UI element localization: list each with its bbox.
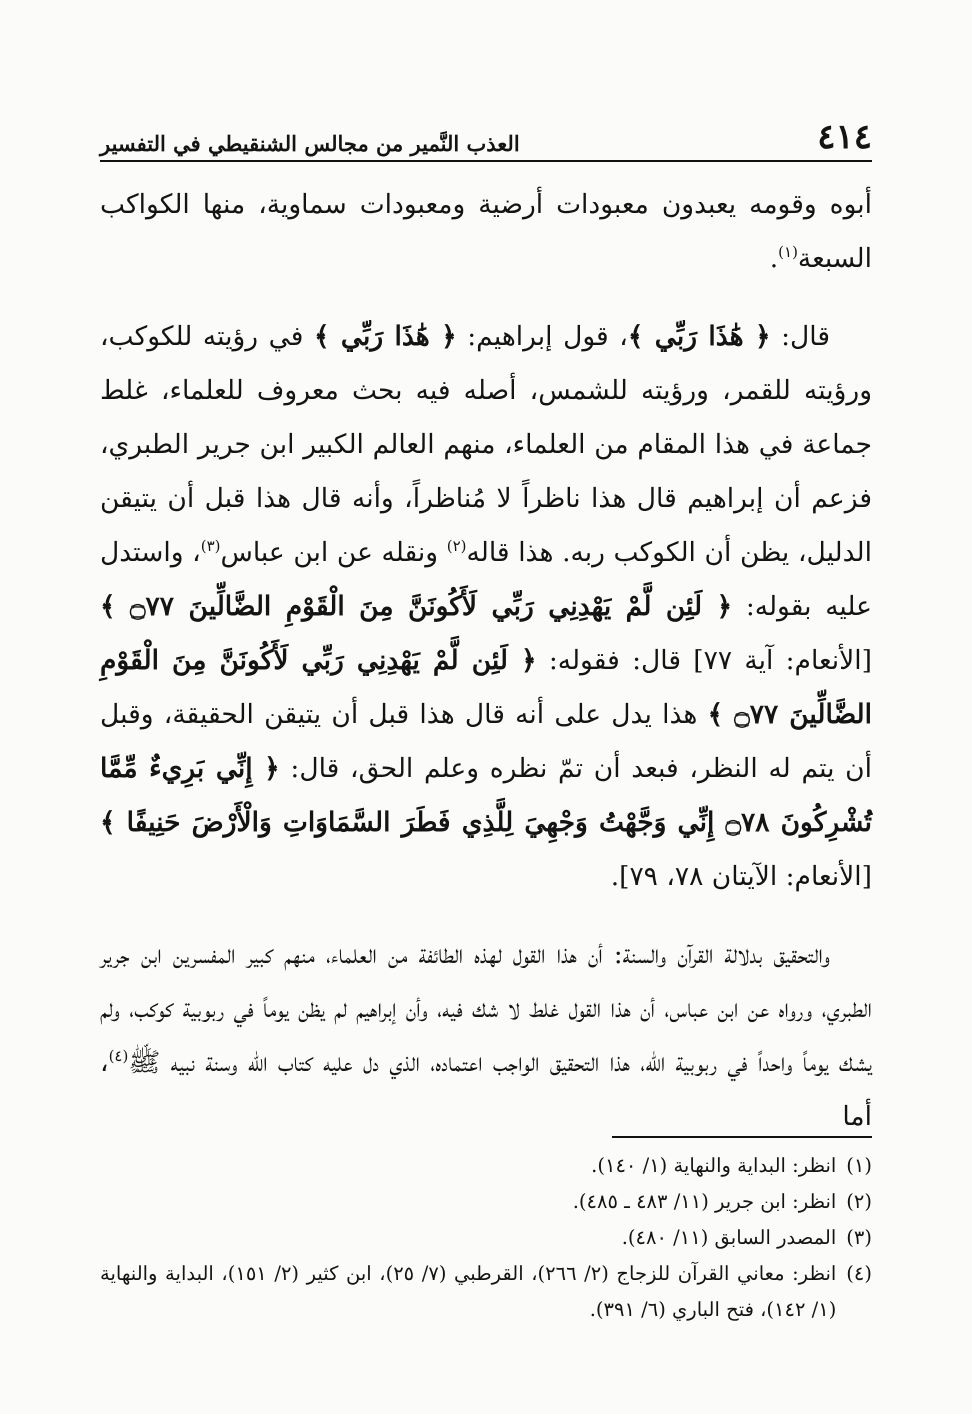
quran-quote: ﴿ إِنِّي بَرِيءٌ مِّمَّا تُشْرِكُونَ ۝٧٨ إِنِّي وَجَّهْتُ وَجْهِيَ لِلَّذِي فَطَرَ السَّمَاوَاتِ وَالْأَرْضَ حَنِيفًا ﴾ xyxy=(100,753,872,838)
page-number: ٤١٤ xyxy=(817,117,872,157)
footnote-number: (١) xyxy=(846,1154,872,1177)
quran-quote: ﴿ لَئِن لَّمْ يَهْدِنِي رَبِّي لَأَكُونَنَّ مِنَ الْقَوْمِ الضَّالِّينَ ۝٧٧ ﴾ xyxy=(100,591,733,622)
footnote-2 xyxy=(100,1184,872,1220)
footnote-text: انظر: معاني القرآن للزجاج (٢/ ٢٦٦)، القرطبي (٧/ ٢٥)، ابن كثير (٢/ ١٥١)، البداية والنهاية (١/ ١٤٢)، فتح الباري (٦/ ٣٩١). xyxy=(100,1262,837,1321)
footnote-text: انظر: البداية والنهاية (١/ ١٤٠). xyxy=(591,1154,837,1177)
paragraph-3 xyxy=(100,928,872,1144)
text-run: والتحقيق بدلالة القرآن والسنة: أن هذا القول لهذه الطائفة من العلماء، منهم كبير المفسرين ابن جرير الطبري، ورواه عن ابن عباس، أن هذا القول غلط لا شك فيه، وأن إبراهيم لم يظن يوماً في ربوبية كوكب، ولم يشك يوماً واحداً في ربوبية الله، هذا التحقيق الواجب اعتماده، الذي دل عليه كتاب الله وسنة نبيه ﷺ xyxy=(100,939,872,1078)
footnote-ref-4: (٤) xyxy=(108,1047,129,1066)
footnote-1 xyxy=(100,1148,872,1184)
quran-quote: ﴿ هَٰذَا رَبِّي ﴾ xyxy=(627,321,771,352)
footnote-separator xyxy=(612,1136,872,1138)
quran-quote: ﴿ هَٰذَا رَبِّي ﴾ xyxy=(314,321,457,352)
footnote-text: المصدر السابق (١١/ ٤٨٠). xyxy=(621,1226,837,1249)
text-run: [الأنعام: الآيتان ٧٨، ٧٩]. xyxy=(610,861,872,892)
text-run: قال: xyxy=(770,321,831,352)
footnote-number: (٢) xyxy=(846,1190,872,1213)
footnote-4 xyxy=(100,1256,872,1328)
text-run: في رؤيته للكوكب، ورؤيته للقمر، ورؤيته للشمس، أصله فيه بحث معروف للعلماء، غلط جماعة في هذا المقام من العلماء، منهم العالم الكبير ابن جرير الطبري، فزعم أن إبراهيم قال هذا ناظراً لا مُناظراً، وأنه قال هذا قبل أن يتيقن الدليل، يظن أن الكوكب ربه. هذا قاله xyxy=(100,321,872,568)
footnote-number: (٣) xyxy=(846,1226,872,1249)
footnote-3 xyxy=(100,1220,872,1256)
footnote-number: (٤) xyxy=(846,1262,872,1285)
paragraph-1 xyxy=(100,178,872,286)
text-run: ، قول إبراهيم: xyxy=(456,321,628,352)
text-run: ونقله عن ابن عباس xyxy=(220,537,447,568)
text-run: ، أما xyxy=(100,1047,872,1132)
footnote-text: انظر: ابن جرير (١١/ ٤٨٣ ـ ٤٨٥). xyxy=(572,1190,837,1213)
text-run: ، واستدل عليه بقوله: xyxy=(100,537,872,622)
text-run: [الأنعام: آية ٧٧] قال: فقوله: xyxy=(536,645,872,676)
text-run: أبوه وقومه يعبدون معبودات أرضية ومعبودات سماوية، منها الكواكب السبعة xyxy=(100,189,872,274)
footnote-ref-2: (٢) xyxy=(446,537,467,556)
footnote-ref-3: (٣) xyxy=(200,537,221,556)
footnotes xyxy=(100,1148,872,1328)
main-text xyxy=(100,178,872,1168)
text-run: . xyxy=(769,243,779,274)
page-header xyxy=(100,110,872,162)
footnote-ref-1: (١) xyxy=(778,243,798,262)
paragraph-2 xyxy=(100,310,872,904)
running-title: العذب النَّمير من مجالس الشنقيطي في التفسير xyxy=(100,131,520,156)
text-run: هذا يدل على أنه قال هذا قبل أن يتيقن الحقيقة، وقبل أن يتم له النظر، فبعد أن تمّ نظره وعلم الحق، قال: xyxy=(100,699,872,784)
quran-quote: ﴿ لَئِن لَّمْ يَهْدِنِي رَبِّي لَأَكُونَنَّ مِنَ الْقَوْمِ الضَّالِّينَ ۝٧٧ ﴾ xyxy=(100,645,872,730)
